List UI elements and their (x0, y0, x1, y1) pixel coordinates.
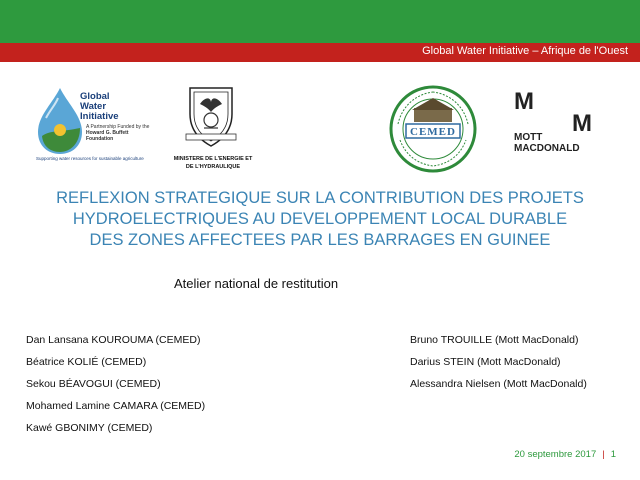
gwi-foundation: A Partnership Funded by the Howard G. Buffett Foundation (86, 124, 150, 142)
guinea-coat-of-arms (180, 84, 242, 150)
author-right-3: Alessandra Nielsen (Mott MacDonald) (410, 378, 587, 390)
author-right-2: Darius STEIN (Mott MacDonald) (410, 356, 561, 368)
gwi-name: Global Water Initiative (80, 91, 119, 122)
header-band (0, 43, 640, 62)
title-line-2: HYDROELECTRIQUES AU DEVELOPPEMENT LOCAL DURABLE (72, 210, 568, 228)
page-number: 1 (610, 449, 616, 460)
ministry-name: MINISTERE DE L'ENERGIE ET DE L'HYDRAULIQUE (173, 156, 253, 170)
author-left-1: Dan Lansana KOUROUMA (CEMED) (26, 334, 201, 346)
author-left-3: Sekou BÉAVOGUI (CEMED) (26, 378, 161, 390)
author-left-5: Kawé GBONIMY (CEMED) (26, 422, 153, 434)
author-right-1: Bruno TROUILLE (Mott MacDonald) (410, 334, 579, 346)
gwi-tagline: Supporting water resources for sustainable agriculture (36, 156, 144, 161)
mott-m-letter-top: M (514, 88, 534, 115)
mott-m-letter-bottom: M (572, 110, 592, 137)
top-green-bar (0, 0, 640, 43)
footer-separator: | (602, 449, 605, 460)
coat-of-arms-icon (180, 84, 242, 150)
presentation-title (40, 188, 600, 251)
cemed-logo (388, 84, 478, 174)
gwi-logo (30, 86, 170, 166)
workshop-subtitle: Atelier national de restitution (174, 276, 339, 291)
mott-macdonald-name: MOTT MACDONALD (514, 132, 580, 154)
author-left-4: Mohamed Lamine CAMARA (CEMED) (26, 400, 206, 412)
header-band-text: Global Water Initiative – Afrique de l'Ouest (422, 45, 628, 57)
author-left-2: Béatrice KOLIÉ (CEMED) (26, 356, 147, 368)
slide-footer (514, 449, 616, 460)
cemed-name: CEMED (410, 126, 456, 138)
title-line-1: REFLEXION STRATEGIQUE SUR LA CONTRIBUTION DES PROJETS (56, 189, 584, 207)
title-line-3: DES ZONES AFFECTEES PAR LES BARRAGES EN GUINEE (89, 231, 551, 249)
presentation-date: 20 septembre 2017 (514, 449, 597, 460)
mott-macdonald-logo (514, 90, 604, 160)
